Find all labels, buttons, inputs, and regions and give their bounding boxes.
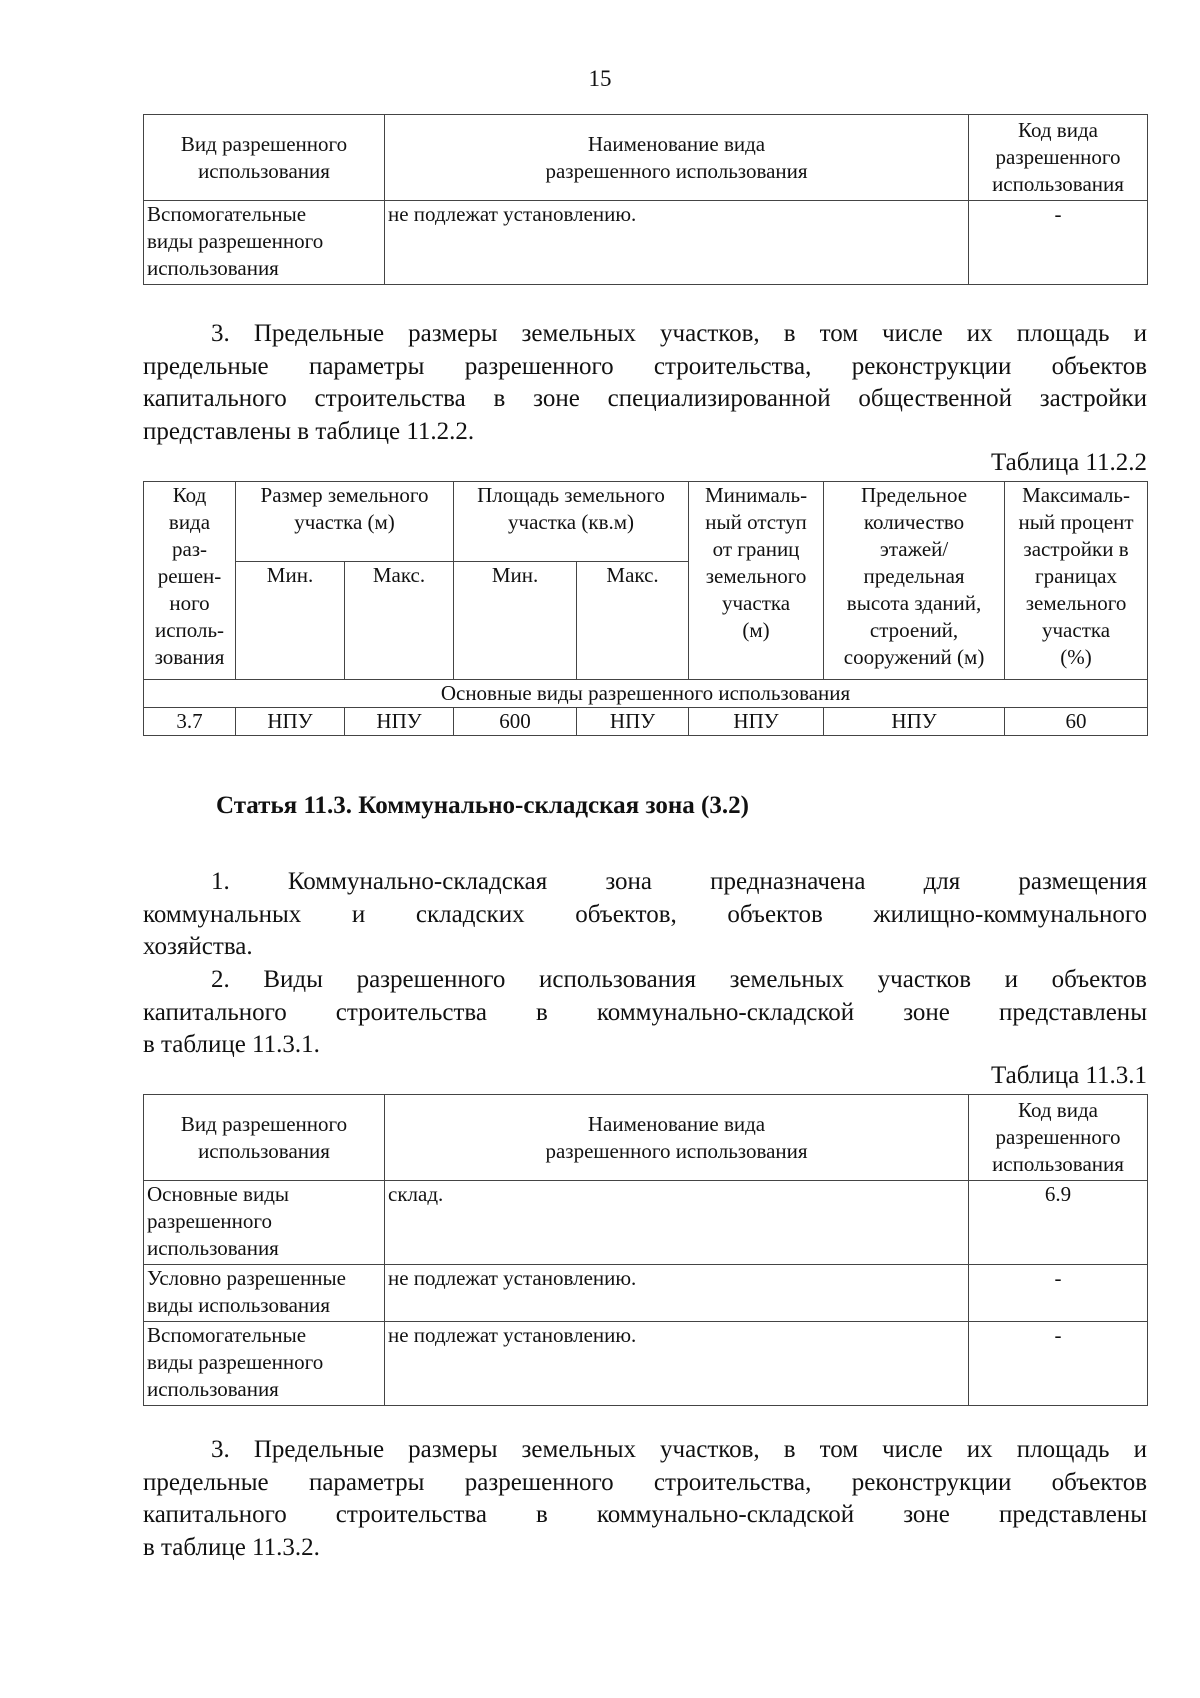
cell-area-max: НПУ [577, 708, 689, 736]
row-code: - [969, 1265, 1148, 1322]
row-name: не подлежат установлению. [385, 1322, 969, 1406]
paragraph-limits-zone-11-3: 3. Предельные размеры земельных участков, в том числе их площадь и предельные параметры разрешенного строительства, реконструкции объектов капитального строительства в коммунально-складской зоне представлены в таблице 11.3.2. [143, 1436, 1147, 1561]
paragraph-zone-purpose: 1. Коммунально-складская зона предназначена для размещения коммунальных и складских объектов, объектов жилищно-коммунального хозяйства. [143, 868, 1147, 960]
cell-setback: НПУ [689, 708, 824, 736]
cell-code: 3.7 [144, 708, 236, 736]
table-header-row [144, 1095, 1148, 1181]
row-name: не подлежат установлению. [385, 201, 969, 285]
row-kind: Условно разрешенные виды использования [144, 1265, 385, 1322]
header-area-max: Макс. [577, 562, 689, 680]
article-heading: Статья 11.3. Коммунально-складская зона (3.2) [216, 792, 749, 819]
table-caption-11-2-2: Таблица 11.2.2 [991, 449, 1147, 476]
header-name: Наименование вида разрешенного использования [385, 115, 969, 201]
table-row [144, 1322, 1148, 1406]
header-setback: Минималь- ный отступ от границ земельного участка (м) [689, 482, 824, 680]
table-section-row [144, 680, 1148, 708]
header-code: Код вида раз- решен- ного исполь- зования [144, 482, 236, 680]
cell-area-min: 600 [454, 708, 577, 736]
table-11-3-1 [143, 1094, 1148, 1406]
header-code: Код вида разрешенного использования [969, 1095, 1148, 1181]
table-11-2-2 [143, 481, 1148, 736]
row-code: 6.9 [969, 1181, 1148, 1265]
row-code: - [969, 1322, 1148, 1406]
header-size-min: Мин. [236, 562, 345, 680]
header-plot-area: Площадь земельного участка (кв.м) [454, 482, 689, 562]
row-name: не подлежат установлению. [385, 1265, 969, 1322]
table-row [144, 201, 1148, 285]
header-floors-height: Предельное количество этажей/ предельная высота зданий, строений, сооружений (м) [824, 482, 1005, 680]
header-code: Код вида разрешенного использования [969, 115, 1148, 201]
row-kind: Вспомогательные виды разрешенного использования [144, 1322, 385, 1406]
table-caption-11-3-1: Таблица 11.3.1 [991, 1062, 1147, 1089]
cell-size-min: НПУ [236, 708, 345, 736]
row-name: склад. [385, 1181, 969, 1265]
paragraph-limits-zone-11-2: 3. Предельные размеры земельных участков, в том числе их площадь и предельные параметры разрешенного строительства, реконструкции объектов капитального строительства в зоне специализированной общественной застройки представлены в таблице 11.2.2. [143, 320, 1147, 445]
header-area-min: Мин. [454, 562, 577, 680]
header-plot-size: Размер земельного участка (м) [236, 482, 454, 562]
table-header-row [144, 115, 1148, 201]
row-kind: Основные виды разрешенного использования [144, 1181, 385, 1265]
cell-floors: НПУ [824, 708, 1005, 736]
header-coverage: Максималь- ный процент застройки в границах земельного участка (%) [1005, 482, 1148, 680]
row-kind: Вспомогательные виды разрешенного использования [144, 201, 385, 285]
header-size-max: Макс. [345, 562, 454, 680]
table-row [144, 1181, 1148, 1265]
cell-coverage: 60 [1005, 708, 1148, 736]
table-row [144, 1265, 1148, 1322]
table-top-continuation [143, 114, 1148, 285]
section-main-uses: Основные виды разрешенного использования [144, 680, 1148, 708]
table-header-row [144, 482, 1148, 562]
header-kind: Вид разрешенного использования [144, 115, 385, 201]
page-number: 15 [588, 66, 612, 91]
paragraph-permitted-uses: 2. Виды разрешенного использования земельных участков и объектов капитального строительства в коммунально-складской зоне представлены в таблице 11.3.1. [143, 966, 1147, 1058]
row-code: - [969, 201, 1148, 285]
header-name: Наименование вида разрешенного использования [385, 1095, 969, 1181]
table-row [144, 708, 1148, 736]
cell-size-max: НПУ [345, 708, 454, 736]
header-kind: Вид разрешенного использования [144, 1095, 385, 1181]
